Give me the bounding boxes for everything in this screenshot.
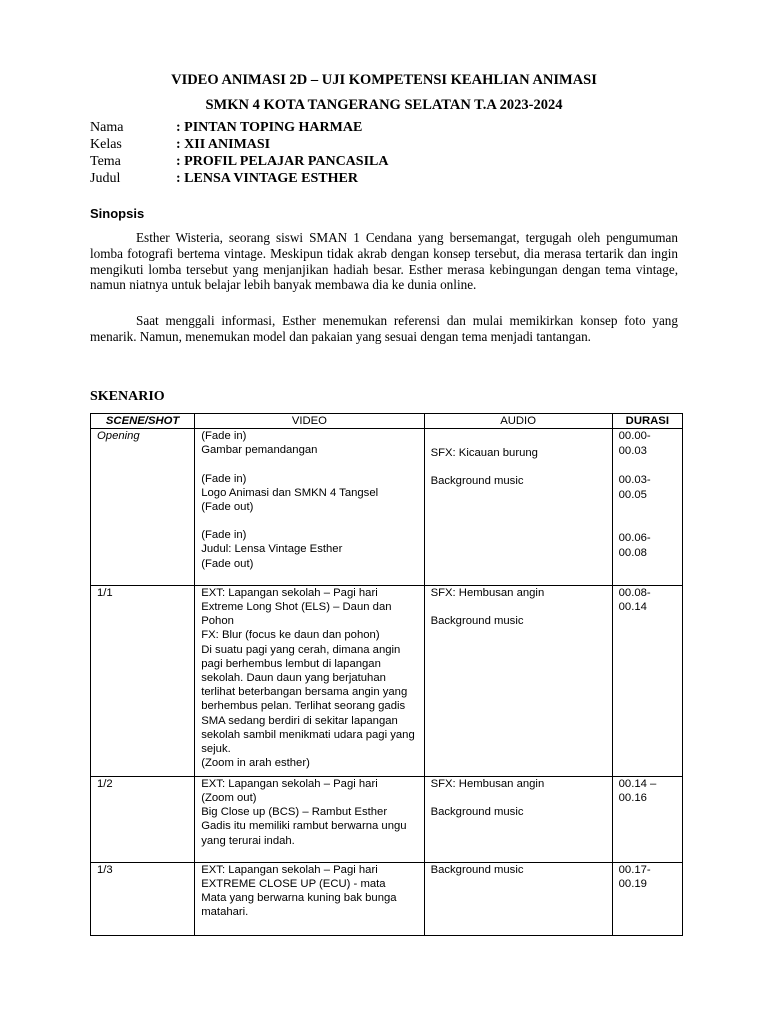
durasi-cell-line: 00.05	[618, 489, 647, 502]
audio-cell-line	[431, 791, 606, 805]
scene-cell	[91, 862, 195, 935]
sinopsis-heading: Sinopsis	[90, 206, 145, 221]
info-label: Nama	[90, 120, 124, 135]
sinopsis-paragraph-2: Saat menggali informasi, Esther menemukan referensi dan mulai memikirkan konsep foto yang menarik. Namun, menemukan model dan pakaian yang sesuai dengan tema menjadi tantangan.	[90, 313, 678, 344]
video-cell-line	[201, 458, 417, 472]
audio-cell-line	[431, 460, 606, 474]
durasi-cell-line: 00.14 –	[618, 777, 657, 790]
column-header-durasi: DURASI	[612, 414, 682, 429]
durasi-cell	[612, 585, 682, 776]
durasi-cell-line: 00.08	[618, 547, 647, 560]
info-value: : XII ANIMASI	[176, 137, 271, 152]
scene-cell-line: Opening	[97, 430, 140, 443]
durasi-cell-line: 00.08-	[618, 586, 651, 599]
durasi-cell-line	[619, 503, 676, 517]
info-label: Kelas	[90, 137, 122, 152]
info-row-kelas	[90, 136, 388, 153]
audio-cell	[424, 776, 612, 862]
info-label: Tema	[90, 154, 121, 169]
video-cell-line: (Fade out)	[201, 557, 254, 570]
durasi-cell-line: 00.03-	[618, 474, 651, 487]
durasi-cell-line: 00.03	[618, 445, 647, 458]
video-cell	[195, 862, 424, 935]
video-cell-line: (Zoom out)	[201, 792, 257, 805]
scene-cell-line: 1/1	[97, 586, 113, 599]
durasi-cell-line: 00.19	[618, 878, 647, 891]
sinopsis-paragraph-1: Esther Wisteria, seorang siswi SMAN 1 Cendana yang bersemangat, tergugah oleh pengumuman lomba fotografi bertema vintage. Meskipun tidak akrab dengan konsep tersebut, dia merasa tertarik dan ingin mengikuti lomba tersebut yang menjanjikan hadiah besar. Esther merasa kebingungan dengan tema vintage, namun niatnya untuk belajar lebih banyak membawa dia ke dunia online.	[90, 230, 678, 293]
video-cell-line: Extreme Long Shot (ELS) – Daun dan Pohon	[201, 601, 395, 628]
document-title: VIDEO ANIMASI 2D – UJI KOMPETENSI KEAHLIAN ANIMASI	[171, 72, 597, 88]
video-cell-line	[201, 920, 417, 934]
durasi-cell-line: 00.17-	[618, 863, 651, 876]
column-header-video: VIDEO	[195, 414, 424, 429]
durasi-cell-line	[619, 459, 676, 473]
durasi-cell	[612, 429, 682, 586]
video-cell-line: (Fade out)	[201, 501, 254, 514]
video-cell	[195, 585, 424, 776]
audio-cell-line: SFX: Hembusan angin	[430, 777, 545, 790]
scene-cell-line: 1/2	[97, 777, 113, 790]
info-value: : LENSA VINTAGE ESTHER	[176, 171, 358, 186]
audio-cell-line: Background music	[430, 615, 524, 628]
video-cell-line	[201, 571, 417, 585]
audio-cell-line	[431, 600, 606, 614]
audio-cell-line: Background music	[430, 806, 524, 819]
table-row	[91, 429, 683, 586]
audio-cell-line: SFX: Kicauan burung	[430, 447, 538, 460]
info-row-judul	[90, 170, 388, 187]
info-row-nama	[90, 119, 388, 136]
skenario-heading: SKENARIO	[90, 389, 165, 404]
video-cell-line: EXT: Lapangan sekolah – Pagi hari	[201, 777, 378, 790]
durasi-cell-line: 00.16	[618, 792, 647, 805]
video-cell-line: Logo Animasi dan SMKN 4 Tangsel	[201, 486, 379, 499]
audio-cell-line	[431, 429, 606, 443]
video-cell-line: Gambar pemandangan	[201, 444, 318, 457]
document-subtitle: SMKN 4 KOTA TANGERANG SELATAN T.A 2023-2024	[205, 97, 563, 113]
durasi-cell	[612, 862, 682, 935]
video-cell-line: Big Close up (BCS) – Rambut Esther	[201, 806, 388, 819]
info-value: : PROFIL PELAJAR PANCASILA	[176, 154, 389, 169]
table-row	[91, 862, 683, 935]
column-header-scene: SCENE/SHOT	[91, 414, 195, 429]
durasi-cell-line: 00.14	[618, 601, 647, 614]
durasi-cell	[612, 776, 682, 862]
video-cell-line: Judul: Lensa Vintage Esther	[201, 543, 343, 556]
audio-cell-line: SFX: Hembusan angin	[430, 586, 545, 599]
video-cell-line	[201, 514, 417, 528]
video-cell-line: (Fade in)	[201, 529, 247, 542]
table-row	[91, 585, 683, 776]
audio-cell-line: Background music	[430, 863, 524, 876]
table-header-row	[91, 414, 683, 429]
info-value: : PINTAN TOPING HARMAE	[176, 120, 363, 135]
video-cell-line: EXT: Lapangan sekolah – Pagi hari	[201, 863, 378, 876]
identity-block	[90, 119, 388, 187]
info-row-tema	[90, 153, 388, 170]
video-cell-line: Di suatu pagi yang cerah, dimana angin pagi berhembus lembut di lapangan sekolah. Daun daun yang berjatuhan terlihat beterbangan bersama angin yang berhembus pelan. Terlihat seorang gadis SMA sedang berdiri di sekitar lapangan sekolah sambil menikmati udara pagi yang sejuk.	[201, 643, 418, 756]
video-cell-line: Mata yang berwarna kuning bak bunga matahari.	[201, 892, 400, 919]
video-cell	[195, 429, 424, 586]
audio-cell	[424, 585, 612, 776]
video-cell-line	[201, 848, 417, 862]
skenario-table	[90, 413, 683, 936]
audio-cell	[424, 429, 612, 586]
scene-cell	[91, 776, 195, 862]
video-cell-line: Gadis itu memiliki rambut berwarna ungu yang terurai indah.	[201, 820, 410, 847]
durasi-cell-line: 00.00-	[618, 430, 651, 443]
video-cell-line: EXTREME CLOSE UP (ECU) - mata	[201, 878, 386, 891]
scene-cell	[91, 429, 195, 586]
video-cell-line: EXT: Lapangan sekolah – Pagi hari	[201, 586, 378, 599]
info-label: Judul	[90, 171, 121, 186]
video-cell-line: (Zoom in arah esther)	[201, 757, 310, 770]
video-cell	[195, 776, 424, 862]
video-cell-line: (Fade in)	[201, 430, 247, 443]
audio-cell	[424, 862, 612, 935]
audio-cell-line: Background music	[430, 475, 524, 488]
column-header-audio: AUDIO	[424, 414, 612, 429]
durasi-cell-line	[619, 517, 676, 531]
scene-cell	[91, 585, 195, 776]
scene-cell-line: 1/3	[97, 863, 113, 876]
table-body	[91, 429, 683, 936]
video-cell-line: (Fade in)	[201, 472, 247, 485]
durasi-cell-line: 00.06-	[618, 532, 651, 545]
video-cell-line: FX: Blur (focus ke daun dan pohon)	[201, 629, 380, 642]
table-row	[91, 776, 683, 862]
